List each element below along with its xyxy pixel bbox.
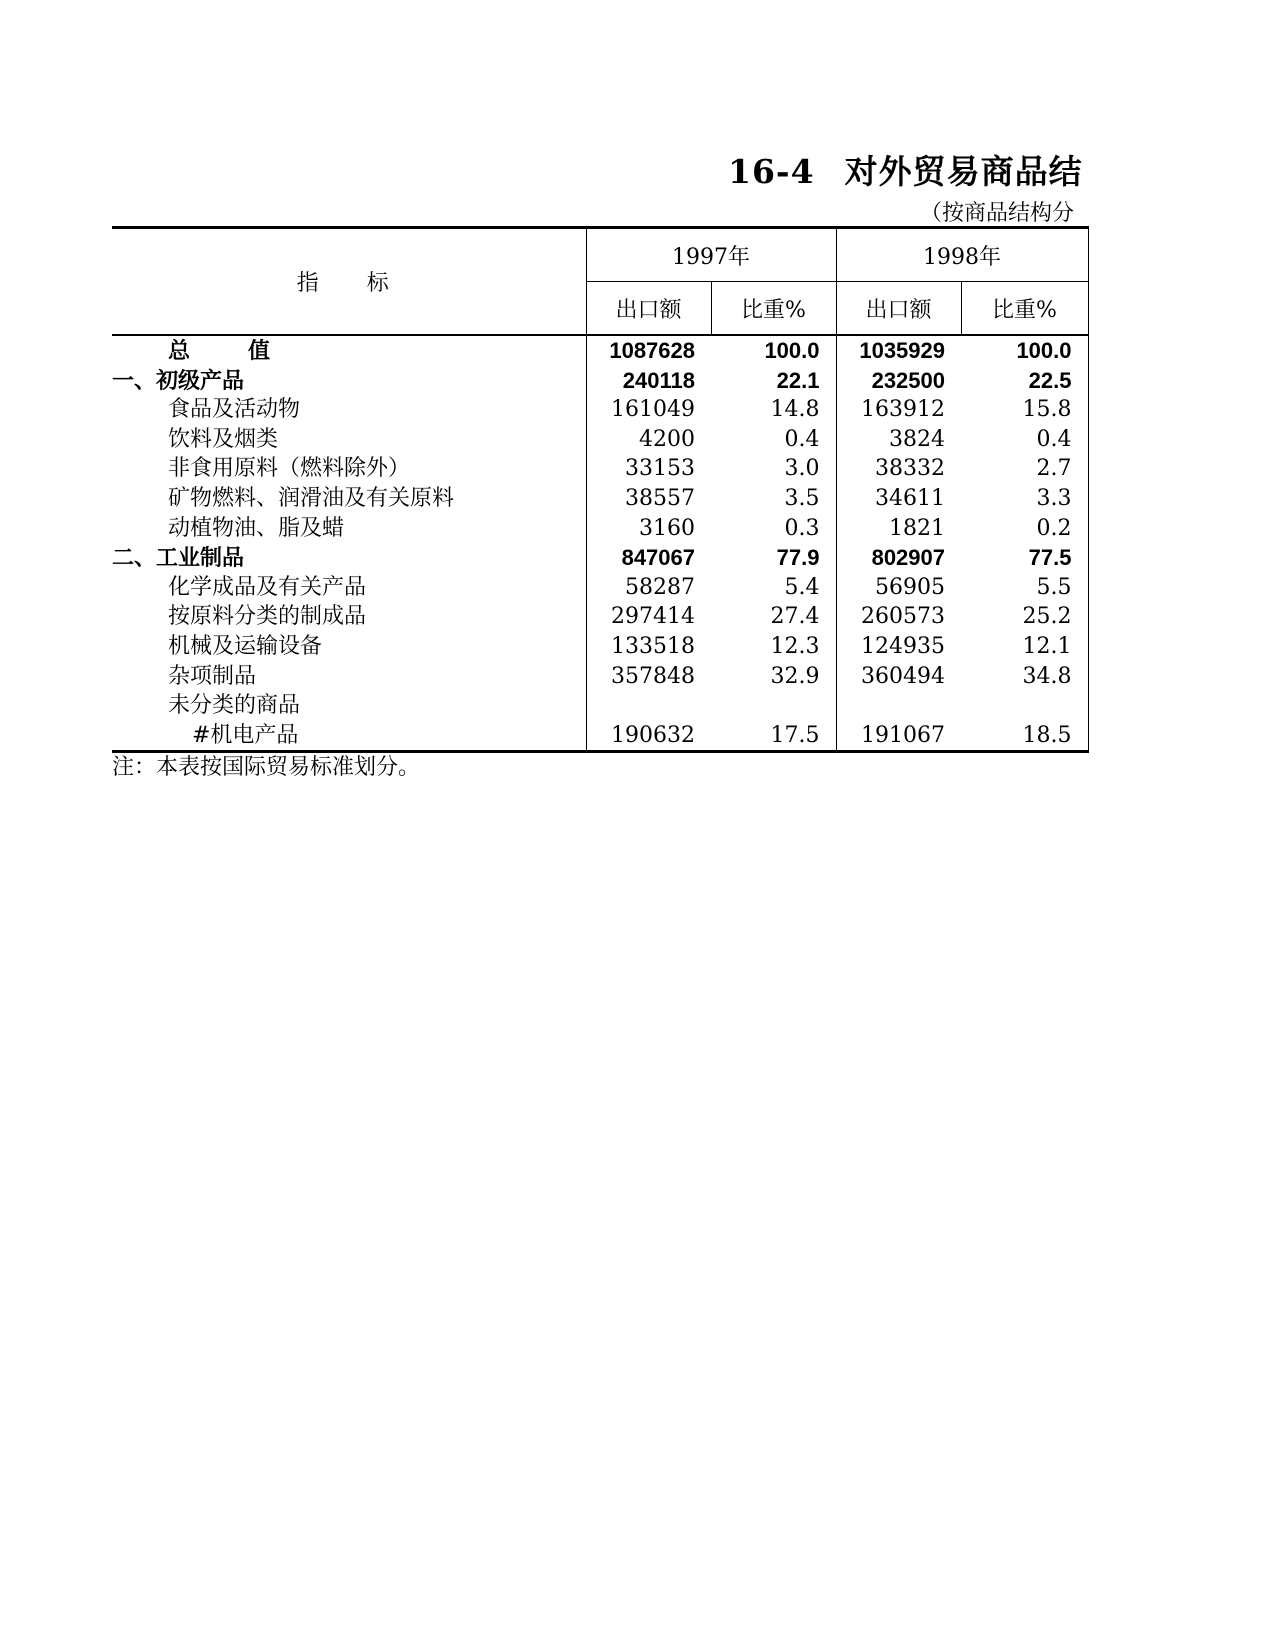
cell-export-1997: 240118 xyxy=(586,366,711,396)
sub-header-export-1997: 出口额 xyxy=(586,282,711,336)
cell-export-1997: 4200 xyxy=(586,425,711,455)
table-row xyxy=(112,691,1088,721)
cell-share-1997: 0.3 xyxy=(784,515,820,541)
year-header-1997: 1997年 xyxy=(586,228,836,282)
year-header-1998: 1998年 xyxy=(836,228,1088,282)
table-number: 16-4 xyxy=(728,152,815,190)
cell-share-1998: 0.2 xyxy=(961,514,1088,544)
row-label: 饮料及烟类 xyxy=(168,426,279,452)
table-title-text: 对外贸易商品结 xyxy=(844,152,1083,190)
row-label: 矿物燃料、润滑油及有关原料 xyxy=(168,485,455,511)
row-label: 一、初级产品 xyxy=(112,367,245,393)
table-row xyxy=(112,484,1088,514)
cell-share-1997: 100.0 xyxy=(764,338,820,363)
cell-export-1998: 802907 xyxy=(836,543,961,573)
cell-share-1998: 18.5 xyxy=(961,721,1088,752)
cell-share-1998: 2.7 xyxy=(961,454,1088,484)
cell-share-1998: 15.8 xyxy=(961,395,1088,425)
indicator-header xyxy=(112,228,586,336)
table-row xyxy=(112,514,1088,544)
table-row xyxy=(112,425,1088,455)
cell-export-1998 xyxy=(836,691,961,721)
cell-share-1998: 34.8 xyxy=(961,662,1088,692)
cell-export-1997: 297414 xyxy=(586,602,711,632)
cell-share-1997: 32.9 xyxy=(770,663,820,689)
table-row xyxy=(112,366,1088,396)
cell-share-1998: 100.0 xyxy=(961,335,1088,366)
table-row xyxy=(112,662,1088,692)
cell-export-1998: 3824 xyxy=(836,425,961,455)
cell-share-1997: 17.5 xyxy=(711,721,836,752)
cell-export-1998: 232500 xyxy=(836,366,961,396)
sub-header-share-1998: 比重% xyxy=(961,282,1088,336)
cell-export-1998: 38332 xyxy=(836,454,961,484)
cell-export-1997: 58287 xyxy=(586,573,711,603)
cell-export-1998: 1821 xyxy=(836,514,961,544)
sub-header-share-1997: 比重% xyxy=(711,282,836,336)
cell-export-1998: 260573 xyxy=(836,602,961,632)
indicator-header-label: 指标 xyxy=(296,271,437,296)
cell-share-1998 xyxy=(961,691,1088,721)
table-title xyxy=(728,146,1088,190)
row-label: 机械及运输设备 xyxy=(168,633,323,659)
cell-share-1998: 25.2 xyxy=(961,602,1088,632)
table-row xyxy=(112,602,1088,632)
cell-share-1998: 22.5 xyxy=(961,366,1088,396)
cell-export-1998: 360494 xyxy=(836,662,961,692)
row-label: 杂项制品 xyxy=(168,663,257,689)
cell-export-1998: 191067 xyxy=(836,721,961,752)
table-row xyxy=(112,395,1088,425)
table-row xyxy=(112,454,1088,484)
table-row xyxy=(112,543,1088,573)
row-label: 化学成品及有关产品 xyxy=(168,574,367,600)
cell-export-1997: 1087628 xyxy=(586,335,711,366)
cell-export-1998: 124935 xyxy=(836,632,961,662)
row-label: 非食用原料（燃料除外） xyxy=(168,456,411,482)
cell-export-1997: 38557 xyxy=(586,484,711,514)
table-row xyxy=(112,721,1088,752)
cell-share-1997: 22.1 xyxy=(776,367,820,393)
cell-export-1997 xyxy=(586,691,711,721)
cell-export-1997: 33153 xyxy=(586,454,711,484)
cell-share-1997: 3.0 xyxy=(784,456,820,482)
cell-export-1998: 163912 xyxy=(836,395,961,425)
cell-export-1997: 3160 xyxy=(586,514,711,544)
cell-share-1997 xyxy=(711,691,836,721)
table-note: 注：本表按国际贸易标准划分。 xyxy=(112,755,421,780)
cell-share-1998: 0.4 xyxy=(961,425,1088,455)
row-label: 按原料分类的制成品 xyxy=(168,604,367,630)
trade-structure-table xyxy=(112,226,1089,753)
cell-share-1997: 5.4 xyxy=(784,574,820,600)
cell-export-1998: 34611 xyxy=(836,484,961,514)
cell-export-1997: 133518 xyxy=(586,632,711,662)
cell-export-1997: 190632 xyxy=(586,721,711,752)
table-row xyxy=(112,573,1088,603)
table-subtitle: （按商品结构分 xyxy=(920,201,1075,226)
cell-export-1998: 1035929 xyxy=(836,335,961,366)
cell-export-1997: 847067 xyxy=(586,543,711,573)
sub-header-export-1998: 出口额 xyxy=(836,282,961,336)
cell-export-1997: 161049 xyxy=(586,395,711,425)
table-row xyxy=(112,335,1088,366)
table-row xyxy=(112,632,1088,662)
cell-share-1998: 5.5 xyxy=(961,573,1088,603)
cell-export-1998: 56905 xyxy=(836,573,961,603)
cell-share-1997: 0.4 xyxy=(784,426,820,452)
row-label: #机电产品 xyxy=(112,721,586,752)
row-label: 动植物油、脂及蜡 xyxy=(168,515,345,541)
row-label: 二、工业制品 xyxy=(112,545,245,571)
cell-share-1998: 12.1 xyxy=(961,632,1088,662)
cell-share-1997: 27.4 xyxy=(770,604,820,630)
cell-share-1997: 3.5 xyxy=(784,485,820,511)
row-label: 食品及活动物 xyxy=(168,397,301,423)
cell-share-1998: 77.5 xyxy=(961,543,1088,573)
row-label: 总值 xyxy=(168,338,329,363)
row-label: 未分类的商品 xyxy=(168,693,301,719)
cell-share-1997: 12.3 xyxy=(770,633,820,659)
cell-share-1998: 3.3 xyxy=(961,484,1088,514)
cell-share-1997: 77.9 xyxy=(776,545,820,571)
cell-export-1997: 357848 xyxy=(586,662,711,692)
cell-share-1997: 14.8 xyxy=(770,397,820,423)
